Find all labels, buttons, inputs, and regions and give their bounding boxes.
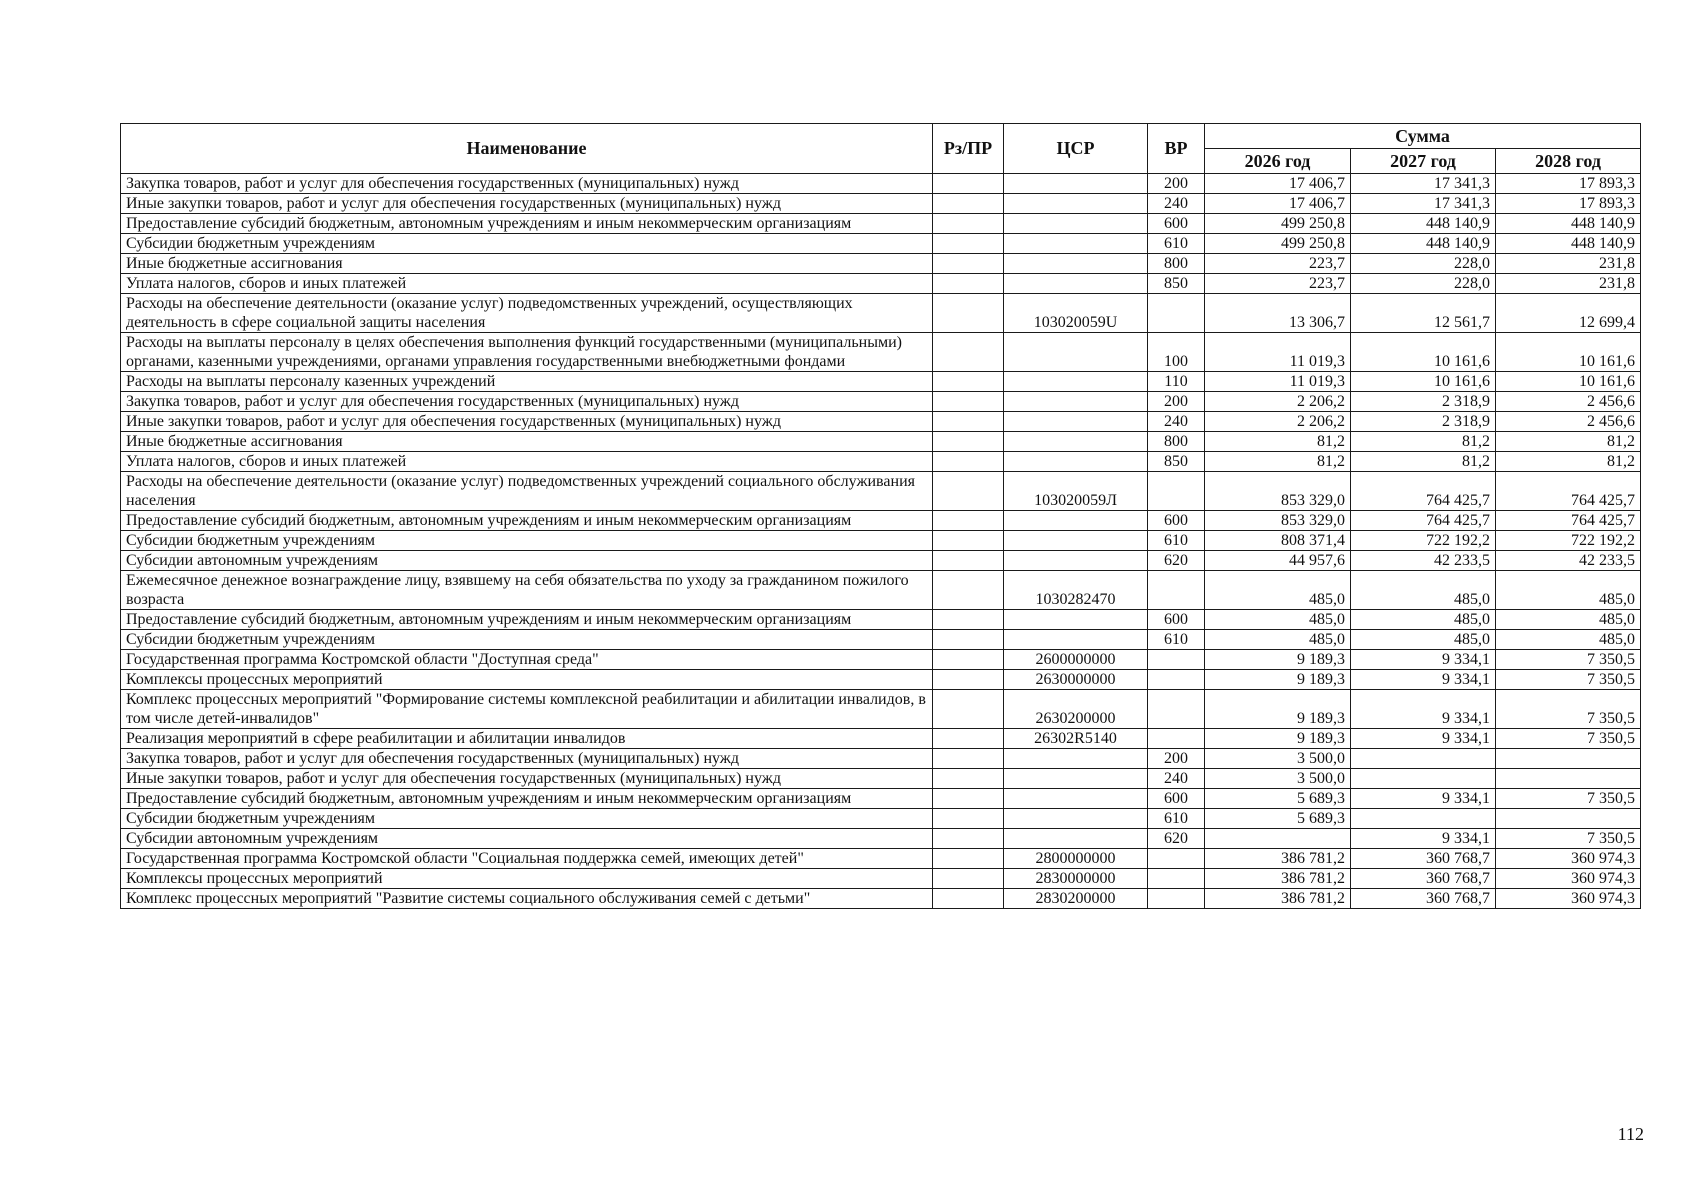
cell-name: Комплексы процессных мероприятий xyxy=(121,869,933,889)
cell-vr: 620 xyxy=(1148,829,1205,849)
cell-vr: 110 xyxy=(1148,372,1205,392)
cell-sum-2028: 485,0 xyxy=(1496,630,1641,650)
cell-sum-2027: 17 341,3 xyxy=(1351,174,1496,194)
cell-sum-2028: 722 192,2 xyxy=(1496,531,1641,551)
cell-sum-2028: 360 974,3 xyxy=(1496,889,1641,909)
cell-sum-2026: 9 189,3 xyxy=(1205,729,1351,749)
cell-rz-pr xyxy=(933,472,1004,511)
cell-sum-2028: 7 350,5 xyxy=(1496,650,1641,670)
cell-csr: 103020059Л xyxy=(1004,472,1148,511)
cell-name: Иные бюджетные ассигнования xyxy=(121,432,933,452)
table-row xyxy=(121,234,1641,254)
cell-sum-2026: 9 189,3 xyxy=(1205,690,1351,729)
cell-rz-pr xyxy=(933,889,1004,909)
cell-name: Иные закупки товаров, работ и услуг для обеспечения государственных (муниципальных) нужд xyxy=(121,194,933,214)
cell-sum-2028: 7 350,5 xyxy=(1496,729,1641,749)
cell-csr xyxy=(1004,551,1148,571)
cell-vr: 240 xyxy=(1148,194,1205,214)
cell-sum-2028: 12 699,4 xyxy=(1496,294,1641,333)
cell-csr xyxy=(1004,234,1148,254)
cell-name: Предоставление субсидий бюджетным, автономным учреждениям и иным некоммерческим организациям xyxy=(121,610,933,630)
cell-csr xyxy=(1004,610,1148,630)
col-header-year-2028: 2028 год xyxy=(1496,149,1641,174)
cell-csr xyxy=(1004,809,1148,829)
cell-vr xyxy=(1148,294,1205,333)
cell-vr: 610 xyxy=(1148,234,1205,254)
cell-name: Государственная программа Костромской области "Доступная среда" xyxy=(121,650,933,670)
table-row xyxy=(121,531,1641,551)
col-header-vr: ВР xyxy=(1148,124,1205,174)
cell-sum-2027: 485,0 xyxy=(1351,610,1496,630)
cell-rz-pr xyxy=(933,571,1004,610)
cell-vr: 600 xyxy=(1148,214,1205,234)
cell-sum-2027: 448 140,9 xyxy=(1351,214,1496,234)
cell-csr xyxy=(1004,511,1148,531)
cell-sum-2027: 764 425,7 xyxy=(1351,511,1496,531)
cell-vr xyxy=(1148,650,1205,670)
table-row xyxy=(121,214,1641,234)
cell-name: Субсидии бюджетным учреждениям xyxy=(121,630,933,650)
cell-rz-pr xyxy=(933,869,1004,889)
cell-sum-2026: 3 500,0 xyxy=(1205,749,1351,769)
cell-name: Уплата налогов, сборов и иных платежей xyxy=(121,274,933,294)
cell-csr xyxy=(1004,789,1148,809)
cell-sum-2026: 485,0 xyxy=(1205,610,1351,630)
cell-sum-2027: 722 192,2 xyxy=(1351,531,1496,551)
cell-name: Расходы на обеспечение деятельности (оказание услуг) подведомственных учреждений социального обслуживания населения xyxy=(121,472,933,511)
cell-sum-2028: 764 425,7 xyxy=(1496,511,1641,531)
cell-sum-2027: 485,0 xyxy=(1351,571,1496,610)
cell-sum-2027: 9 334,1 xyxy=(1351,729,1496,749)
cell-sum-2026: 81,2 xyxy=(1205,432,1351,452)
col-header-rz-pr: Рз/ПР xyxy=(933,124,1004,174)
cell-csr xyxy=(1004,829,1148,849)
table-row xyxy=(121,769,1641,789)
cell-sum-2028 xyxy=(1496,809,1641,829)
page-number: 112 xyxy=(1617,1124,1644,1144)
cell-sum-2027: 448 140,9 xyxy=(1351,234,1496,254)
cell-csr xyxy=(1004,254,1148,274)
cell-vr: 620 xyxy=(1148,551,1205,571)
cell-vr xyxy=(1148,869,1205,889)
cell-sum-2026: 17 406,7 xyxy=(1205,194,1351,214)
cell-sum-2027: 228,0 xyxy=(1351,274,1496,294)
cell-sum-2027 xyxy=(1351,769,1496,789)
cell-sum-2026: 386 781,2 xyxy=(1205,889,1351,909)
cell-vr: 850 xyxy=(1148,452,1205,472)
cell-csr: 2630200000 xyxy=(1004,690,1148,729)
cell-csr: 2800000000 xyxy=(1004,849,1148,869)
cell-sum-2026: 2 206,2 xyxy=(1205,412,1351,432)
cell-rz-pr xyxy=(933,690,1004,729)
cell-rz-pr xyxy=(933,789,1004,809)
cell-sum-2026: 485,0 xyxy=(1205,630,1351,650)
cell-vr: 610 xyxy=(1148,531,1205,551)
table-row xyxy=(121,452,1641,472)
cell-name: Реализация мероприятий в сфере реабилитации и абилитации инвалидов xyxy=(121,729,933,749)
table-row xyxy=(121,194,1641,214)
cell-sum-2026: 386 781,2 xyxy=(1205,849,1351,869)
cell-sum-2027: 10 161,6 xyxy=(1351,333,1496,372)
cell-name: Комплекс процессных мероприятий "Формирование системы комплексной реабилитации и абилитации инвалидов, в том числе детей-инвалидов" xyxy=(121,690,933,729)
col-header-name: Наименование xyxy=(121,124,933,174)
cell-sum-2028: 2 456,6 xyxy=(1496,412,1641,432)
cell-vr: 600 xyxy=(1148,610,1205,630)
cell-sum-2028: 448 140,9 xyxy=(1496,234,1641,254)
cell-vr: 600 xyxy=(1148,511,1205,531)
cell-csr xyxy=(1004,333,1148,372)
table-body xyxy=(121,174,1641,909)
col-header-sum: Сумма xyxy=(1205,124,1641,149)
table-row xyxy=(121,869,1641,889)
cell-sum-2027: 360 768,7 xyxy=(1351,849,1496,869)
cell-name: Субсидии бюджетным учреждениям xyxy=(121,809,933,829)
cell-name: Иные закупки товаров, работ и услуг для обеспечения государственных (муниципальных) нужд xyxy=(121,769,933,789)
cell-sum-2027: 228,0 xyxy=(1351,254,1496,274)
cell-vr: 200 xyxy=(1148,749,1205,769)
cell-vr: 610 xyxy=(1148,809,1205,829)
cell-sum-2028: 764 425,7 xyxy=(1496,472,1641,511)
cell-sum-2026: 386 781,2 xyxy=(1205,869,1351,889)
cell-rz-pr xyxy=(933,274,1004,294)
cell-csr: 103020059U xyxy=(1004,294,1148,333)
cell-vr: 800 xyxy=(1148,254,1205,274)
cell-sum-2027: 9 334,1 xyxy=(1351,650,1496,670)
cell-rz-pr xyxy=(933,412,1004,432)
table-row xyxy=(121,650,1641,670)
cell-sum-2028 xyxy=(1496,749,1641,769)
cell-name: Субсидии бюджетным учреждениям xyxy=(121,234,933,254)
cell-csr: 2600000000 xyxy=(1004,650,1148,670)
table-row xyxy=(121,412,1641,432)
cell-sum-2027: 9 334,1 xyxy=(1351,789,1496,809)
cell-sum-2026: 808 371,4 xyxy=(1205,531,1351,551)
cell-csr xyxy=(1004,432,1148,452)
table-row xyxy=(121,889,1641,909)
cell-sum-2026: 5 689,3 xyxy=(1205,809,1351,829)
cell-csr xyxy=(1004,630,1148,650)
cell-sum-2028 xyxy=(1496,769,1641,789)
cell-sum-2026: 853 329,0 xyxy=(1205,511,1351,531)
cell-name: Комплексы процессных мероприятий xyxy=(121,670,933,690)
cell-vr xyxy=(1148,849,1205,869)
cell-csr xyxy=(1004,194,1148,214)
cell-rz-pr xyxy=(933,849,1004,869)
cell-sum-2028: 42 233,5 xyxy=(1496,551,1641,571)
cell-name: Иные бюджетные ассигнования xyxy=(121,254,933,274)
table-row xyxy=(121,849,1641,869)
table-row xyxy=(121,372,1641,392)
cell-name: Предоставление субсидий бюджетным, автономным учреждениям и иным некоммерческим организациям xyxy=(121,789,933,809)
cell-rz-pr xyxy=(933,729,1004,749)
cell-rz-pr xyxy=(933,551,1004,571)
cell-name: Расходы на обеспечение деятельности (оказание услуг) подведомственных учреждений, осуществляющих деятельность в сфере социальной защиты населения xyxy=(121,294,933,333)
cell-name: Закупка товаров, работ и услуг для обеспечения государственных (муниципальных) нужд xyxy=(121,392,933,412)
cell-csr: 26302R5140 xyxy=(1004,729,1148,749)
cell-vr: 240 xyxy=(1148,412,1205,432)
cell-sum-2028: 17 893,3 xyxy=(1496,194,1641,214)
cell-sum-2027: 2 318,9 xyxy=(1351,412,1496,432)
cell-sum-2028: 7 350,5 xyxy=(1496,829,1641,849)
cell-name: Расходы на выплаты персоналу казенных учреждений xyxy=(121,372,933,392)
cell-csr xyxy=(1004,452,1148,472)
cell-sum-2028: 81,2 xyxy=(1496,452,1641,472)
cell-name: Субсидии бюджетным учреждениям xyxy=(121,531,933,551)
cell-name: Ежемесячное денежное вознаграждение лицу, взявшему на себя обязательства по уходу за гражданином пожилого возраста xyxy=(121,571,933,610)
table-row xyxy=(121,294,1641,333)
cell-sum-2027: 81,2 xyxy=(1351,452,1496,472)
cell-sum-2026: 5 689,3 xyxy=(1205,789,1351,809)
cell-sum-2028: 10 161,6 xyxy=(1496,333,1641,372)
cell-sum-2026: 853 329,0 xyxy=(1205,472,1351,511)
cell-csr xyxy=(1004,769,1148,789)
cell-name: Комплекс процессных мероприятий "Развитие системы социального обслуживания семей с детьми" xyxy=(121,889,933,909)
cell-sum-2027: 42 233,5 xyxy=(1351,551,1496,571)
cell-csr: 2630000000 xyxy=(1004,670,1148,690)
cell-vr: 600 xyxy=(1148,789,1205,809)
cell-name: Предоставление субсидий бюджетным, автономным учреждениям и иным некоммерческим организациям xyxy=(121,511,933,531)
col-header-year-2026: 2026 год xyxy=(1205,149,1351,174)
cell-rz-pr xyxy=(933,670,1004,690)
cell-rz-pr xyxy=(933,650,1004,670)
cell-sum-2028: 485,0 xyxy=(1496,571,1641,610)
cell-name: Уплата налогов, сборов и иных платежей xyxy=(121,452,933,472)
cell-vr xyxy=(1148,889,1205,909)
table-row xyxy=(121,472,1641,511)
table-row xyxy=(121,174,1641,194)
cell-sum-2026: 17 406,7 xyxy=(1205,174,1351,194)
col-header-csr: ЦСР xyxy=(1004,124,1148,174)
cell-vr: 200 xyxy=(1148,392,1205,412)
table-row xyxy=(121,809,1641,829)
cell-sum-2027: 9 334,1 xyxy=(1351,829,1496,849)
cell-vr xyxy=(1148,571,1205,610)
cell-csr xyxy=(1004,214,1148,234)
cell-csr xyxy=(1004,372,1148,392)
cell-rz-pr xyxy=(933,234,1004,254)
cell-sum-2027: 2 318,9 xyxy=(1351,392,1496,412)
cell-sum-2028: 17 893,3 xyxy=(1496,174,1641,194)
cell-sum-2027: 9 334,1 xyxy=(1351,690,1496,729)
cell-sum-2028: 2 456,6 xyxy=(1496,392,1641,412)
cell-sum-2028: 485,0 xyxy=(1496,610,1641,630)
cell-sum-2026: 81,2 xyxy=(1205,452,1351,472)
cell-sum-2027: 17 341,3 xyxy=(1351,194,1496,214)
cell-rz-pr xyxy=(933,511,1004,531)
cell-vr: 200 xyxy=(1148,174,1205,194)
cell-sum-2028: 7 350,5 xyxy=(1496,670,1641,690)
cell-sum-2026 xyxy=(1205,829,1351,849)
cell-sum-2027: 485,0 xyxy=(1351,630,1496,650)
cell-rz-pr xyxy=(933,630,1004,650)
cell-sum-2026: 11 019,3 xyxy=(1205,372,1351,392)
cell-sum-2028: 81,2 xyxy=(1496,432,1641,452)
budget-table xyxy=(120,123,1641,909)
cell-sum-2028: 360 974,3 xyxy=(1496,869,1641,889)
cell-sum-2026: 3 500,0 xyxy=(1205,769,1351,789)
cell-rz-pr xyxy=(933,372,1004,392)
cell-sum-2026: 223,7 xyxy=(1205,274,1351,294)
table-row xyxy=(121,571,1641,610)
cell-sum-2027 xyxy=(1351,809,1496,829)
cell-rz-pr xyxy=(933,749,1004,769)
cell-rz-pr xyxy=(933,194,1004,214)
cell-sum-2027: 9 334,1 xyxy=(1351,670,1496,690)
cell-sum-2028: 7 350,5 xyxy=(1496,690,1641,729)
table-row xyxy=(121,610,1641,630)
table-header xyxy=(121,124,1641,174)
cell-sum-2027: 10 161,6 xyxy=(1351,372,1496,392)
cell-csr xyxy=(1004,531,1148,551)
cell-csr xyxy=(1004,174,1148,194)
cell-vr xyxy=(1148,729,1205,749)
table-row xyxy=(121,630,1641,650)
cell-sum-2026: 13 306,7 xyxy=(1205,294,1351,333)
cell-sum-2028: 10 161,6 xyxy=(1496,372,1641,392)
cell-vr xyxy=(1148,690,1205,729)
cell-vr: 610 xyxy=(1148,630,1205,650)
cell-csr: 1030282470 xyxy=(1004,571,1148,610)
table-row xyxy=(121,511,1641,531)
cell-rz-pr xyxy=(933,254,1004,274)
cell-sum-2026: 499 250,8 xyxy=(1205,214,1351,234)
table-row xyxy=(121,392,1641,412)
cell-rz-pr xyxy=(933,432,1004,452)
cell-name: Предоставление субсидий бюджетным, автономным учреждениям и иным некоммерческим организациям xyxy=(121,214,933,234)
cell-rz-pr xyxy=(933,214,1004,234)
cell-sum-2026: 44 957,6 xyxy=(1205,551,1351,571)
cell-name: Иные закупки товаров, работ и услуг для обеспечения государственных (муниципальных) нужд xyxy=(121,412,933,432)
cell-rz-pr xyxy=(933,531,1004,551)
cell-csr xyxy=(1004,274,1148,294)
cell-sum-2028: 231,8 xyxy=(1496,254,1641,274)
table-row xyxy=(121,254,1641,274)
cell-sum-2027 xyxy=(1351,749,1496,769)
cell-sum-2027: 360 768,7 xyxy=(1351,869,1496,889)
cell-sum-2027: 12 561,7 xyxy=(1351,294,1496,333)
cell-vr: 800 xyxy=(1148,432,1205,452)
cell-name: Государственная программа Костромской области "Социальная поддержка семей, имеющих детей" xyxy=(121,849,933,869)
table-row xyxy=(121,432,1641,452)
table-row xyxy=(121,274,1641,294)
cell-rz-pr xyxy=(933,294,1004,333)
cell-vr: 100 xyxy=(1148,333,1205,372)
cell-rz-pr xyxy=(933,392,1004,412)
table-row xyxy=(121,551,1641,571)
cell-rz-pr xyxy=(933,829,1004,849)
cell-vr: 240 xyxy=(1148,769,1205,789)
cell-name: Субсидии автономным учреждениям xyxy=(121,551,933,571)
cell-sum-2027: 764 425,7 xyxy=(1351,472,1496,511)
cell-name: Расходы на выплаты персоналу в целях обеспечения выполнения функций государственными (муниципальными) органами, казенными учреждениями, органами управления государственными внебюджетными фондами xyxy=(121,333,933,372)
table-row xyxy=(121,670,1641,690)
table-row xyxy=(121,789,1641,809)
table-row xyxy=(121,690,1641,729)
cell-name: Закупка товаров, работ и услуг для обеспечения государственных (муниципальных) нужд xyxy=(121,174,933,194)
cell-sum-2026: 2 206,2 xyxy=(1205,392,1351,412)
cell-sum-2026: 11 019,3 xyxy=(1205,333,1351,372)
cell-rz-pr xyxy=(933,174,1004,194)
cell-csr xyxy=(1004,412,1148,432)
cell-csr: 2830000000 xyxy=(1004,869,1148,889)
cell-rz-pr xyxy=(933,769,1004,789)
cell-sum-2026: 9 189,3 xyxy=(1205,670,1351,690)
table-row xyxy=(121,749,1641,769)
cell-sum-2028: 448 140,9 xyxy=(1496,214,1641,234)
cell-sum-2028: 231,8 xyxy=(1496,274,1641,294)
cell-sum-2026: 223,7 xyxy=(1205,254,1351,274)
cell-sum-2027: 81,2 xyxy=(1351,432,1496,452)
col-header-year-2027: 2027 год xyxy=(1351,149,1496,174)
cell-csr xyxy=(1004,392,1148,412)
cell-vr xyxy=(1148,670,1205,690)
cell-rz-pr xyxy=(933,333,1004,372)
cell-sum-2028: 360 974,3 xyxy=(1496,849,1641,869)
cell-name: Закупка товаров, работ и услуг для обеспечения государственных (муниципальных) нужд xyxy=(121,749,933,769)
cell-sum-2028: 7 350,5 xyxy=(1496,789,1641,809)
cell-sum-2026: 9 189,3 xyxy=(1205,650,1351,670)
table-row xyxy=(121,333,1641,372)
cell-vr: 850 xyxy=(1148,274,1205,294)
cell-name: Субсидии автономным учреждениям xyxy=(121,829,933,849)
cell-csr xyxy=(1004,749,1148,769)
cell-sum-2026: 499 250,8 xyxy=(1205,234,1351,254)
cell-csr: 2830200000 xyxy=(1004,889,1148,909)
table-row xyxy=(121,829,1641,849)
cell-vr xyxy=(1148,472,1205,511)
cell-sum-2026: 485,0 xyxy=(1205,571,1351,610)
table-row xyxy=(121,729,1641,749)
cell-sum-2027: 360 768,7 xyxy=(1351,889,1496,909)
cell-rz-pr xyxy=(933,809,1004,829)
cell-rz-pr xyxy=(933,610,1004,630)
cell-rz-pr xyxy=(933,452,1004,472)
